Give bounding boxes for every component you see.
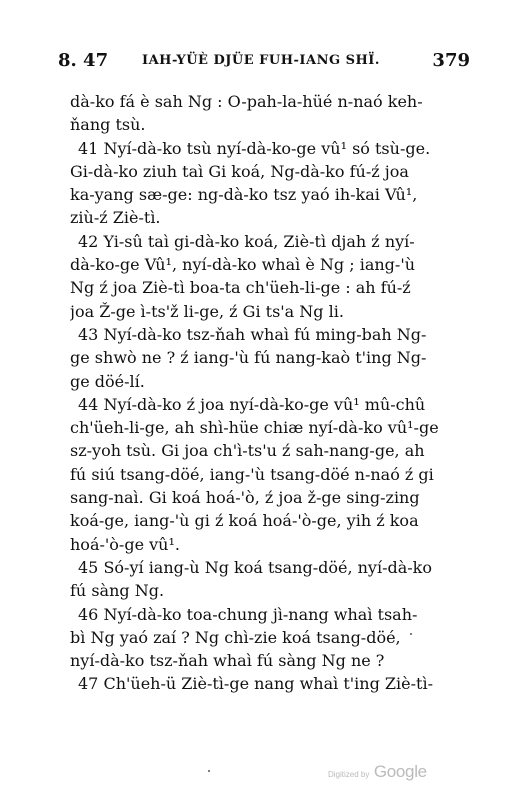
running-header: [58, 50, 472, 76]
text-line: ňang tsù.: [70, 115, 146, 135]
text-line: sang-naì. Gi koá hoá-'ò, ź joa ž-ge sing-zing: [70, 488, 420, 508]
chapter-verse-ref: 8. 47: [58, 50, 109, 71]
text-line: Gi-dà-ko ziuh taì Gi koá, Ng-dà-ko fú-ź joa: [70, 161, 409, 181]
text-line: koá-ge, iang-'ù gi ź koá hoá-'ò-ge, yih ź koa: [70, 511, 419, 531]
page-number: 379: [432, 50, 470, 71]
book-title: IAH-YÜÈ DJÜE FUH-IANG SHÏ.: [142, 53, 380, 68]
text-line: ch'üeh-li-ge, ah shì-hüe chiæ nyí-dà-ko vû¹-ge: [70, 418, 439, 438]
verse-start-line: 43 Nyí-dà-ko tsz-ňah whaì fú ming-bah Ng-: [78, 324, 427, 344]
text-line: ge döé-lí.: [70, 371, 145, 391]
text-line: dà-ko-ge Vû¹, nyí-dà-ko whaì è Ng ; iang-'ù: [70, 255, 416, 275]
text-line: ziù-ź Ziè-tì.: [70, 208, 161, 228]
text-line: joa Ž-ge ì-ts'ž li-ge, ź Gi ts'a Ng li.: [70, 301, 344, 321]
verse-start-line: 41 Nyí-dà-ko tsù nyí-dà-ko-ge vû¹ só tsù-ge.: [78, 138, 431, 158]
verse-start-line: 45 Só-yí iang-ù Ng koá tsang-döé, nyí-dà-ko: [78, 557, 432, 577]
text-line: hoá-'ò-ge vû¹.: [70, 534, 180, 554]
text-line: ge shwò ne ? ź iang-'ù fú nang-kaò t'ing Ng-: [70, 348, 427, 368]
page-body: [70, 90, 468, 696]
text-line: Ng ź joa Ziè-tì boa-ta ch'üeh-li-ge : ah fú-ź: [70, 278, 411, 298]
text-line: ka-yang sæ-ge: ng-dà-ko tsz yaó ih-kai Vû¹,: [70, 185, 418, 205]
ink-speck: [410, 633, 412, 635]
ink-speck: [208, 770, 210, 772]
verse-start-line: 42 Yi-sû taì gi-dà-ko koá, Ziè-tì djah ź nyí-: [78, 231, 415, 251]
digitizer-watermark: [328, 762, 427, 782]
watermark-prefix: Digitized by: [328, 770, 370, 779]
watermark-logo: Google: [373, 762, 427, 781]
text-line: fú sàng Ng.: [70, 581, 165, 601]
verse-start-line: 46 Nyí-dà-ko toa-chung jì-nang whaì tsah-: [78, 604, 418, 624]
text-line: dà-ko fá è sah Ng : O-pah-la-hüé n-naó keh-: [70, 92, 423, 111]
text-line: bì Ng yaó zaí ? Ng chì-zie koá tsang-döé,: [70, 627, 401, 647]
text-line: fú siú tsang-döé, iang-'ù tsang-döé n-naó ź gi: [70, 464, 434, 484]
text-line: nyí-dà-ko tsz-ňah whaì fú sàng Ng ne ?: [70, 651, 385, 671]
text-line: sz-yoh tsù. Gi joa ch'ì-ts'u ź sah-nang-ge, ah: [70, 441, 425, 461]
verse-start-line: 44 Nyí-dà-ko ź joa nyí-dà-ko-ge vû¹ mû-chû: [78, 394, 426, 414]
verse-start-line: 47 Ch'üeh-ü Ziè-tì-ge nang whaì t'ing Ziè-tì-: [78, 674, 433, 694]
